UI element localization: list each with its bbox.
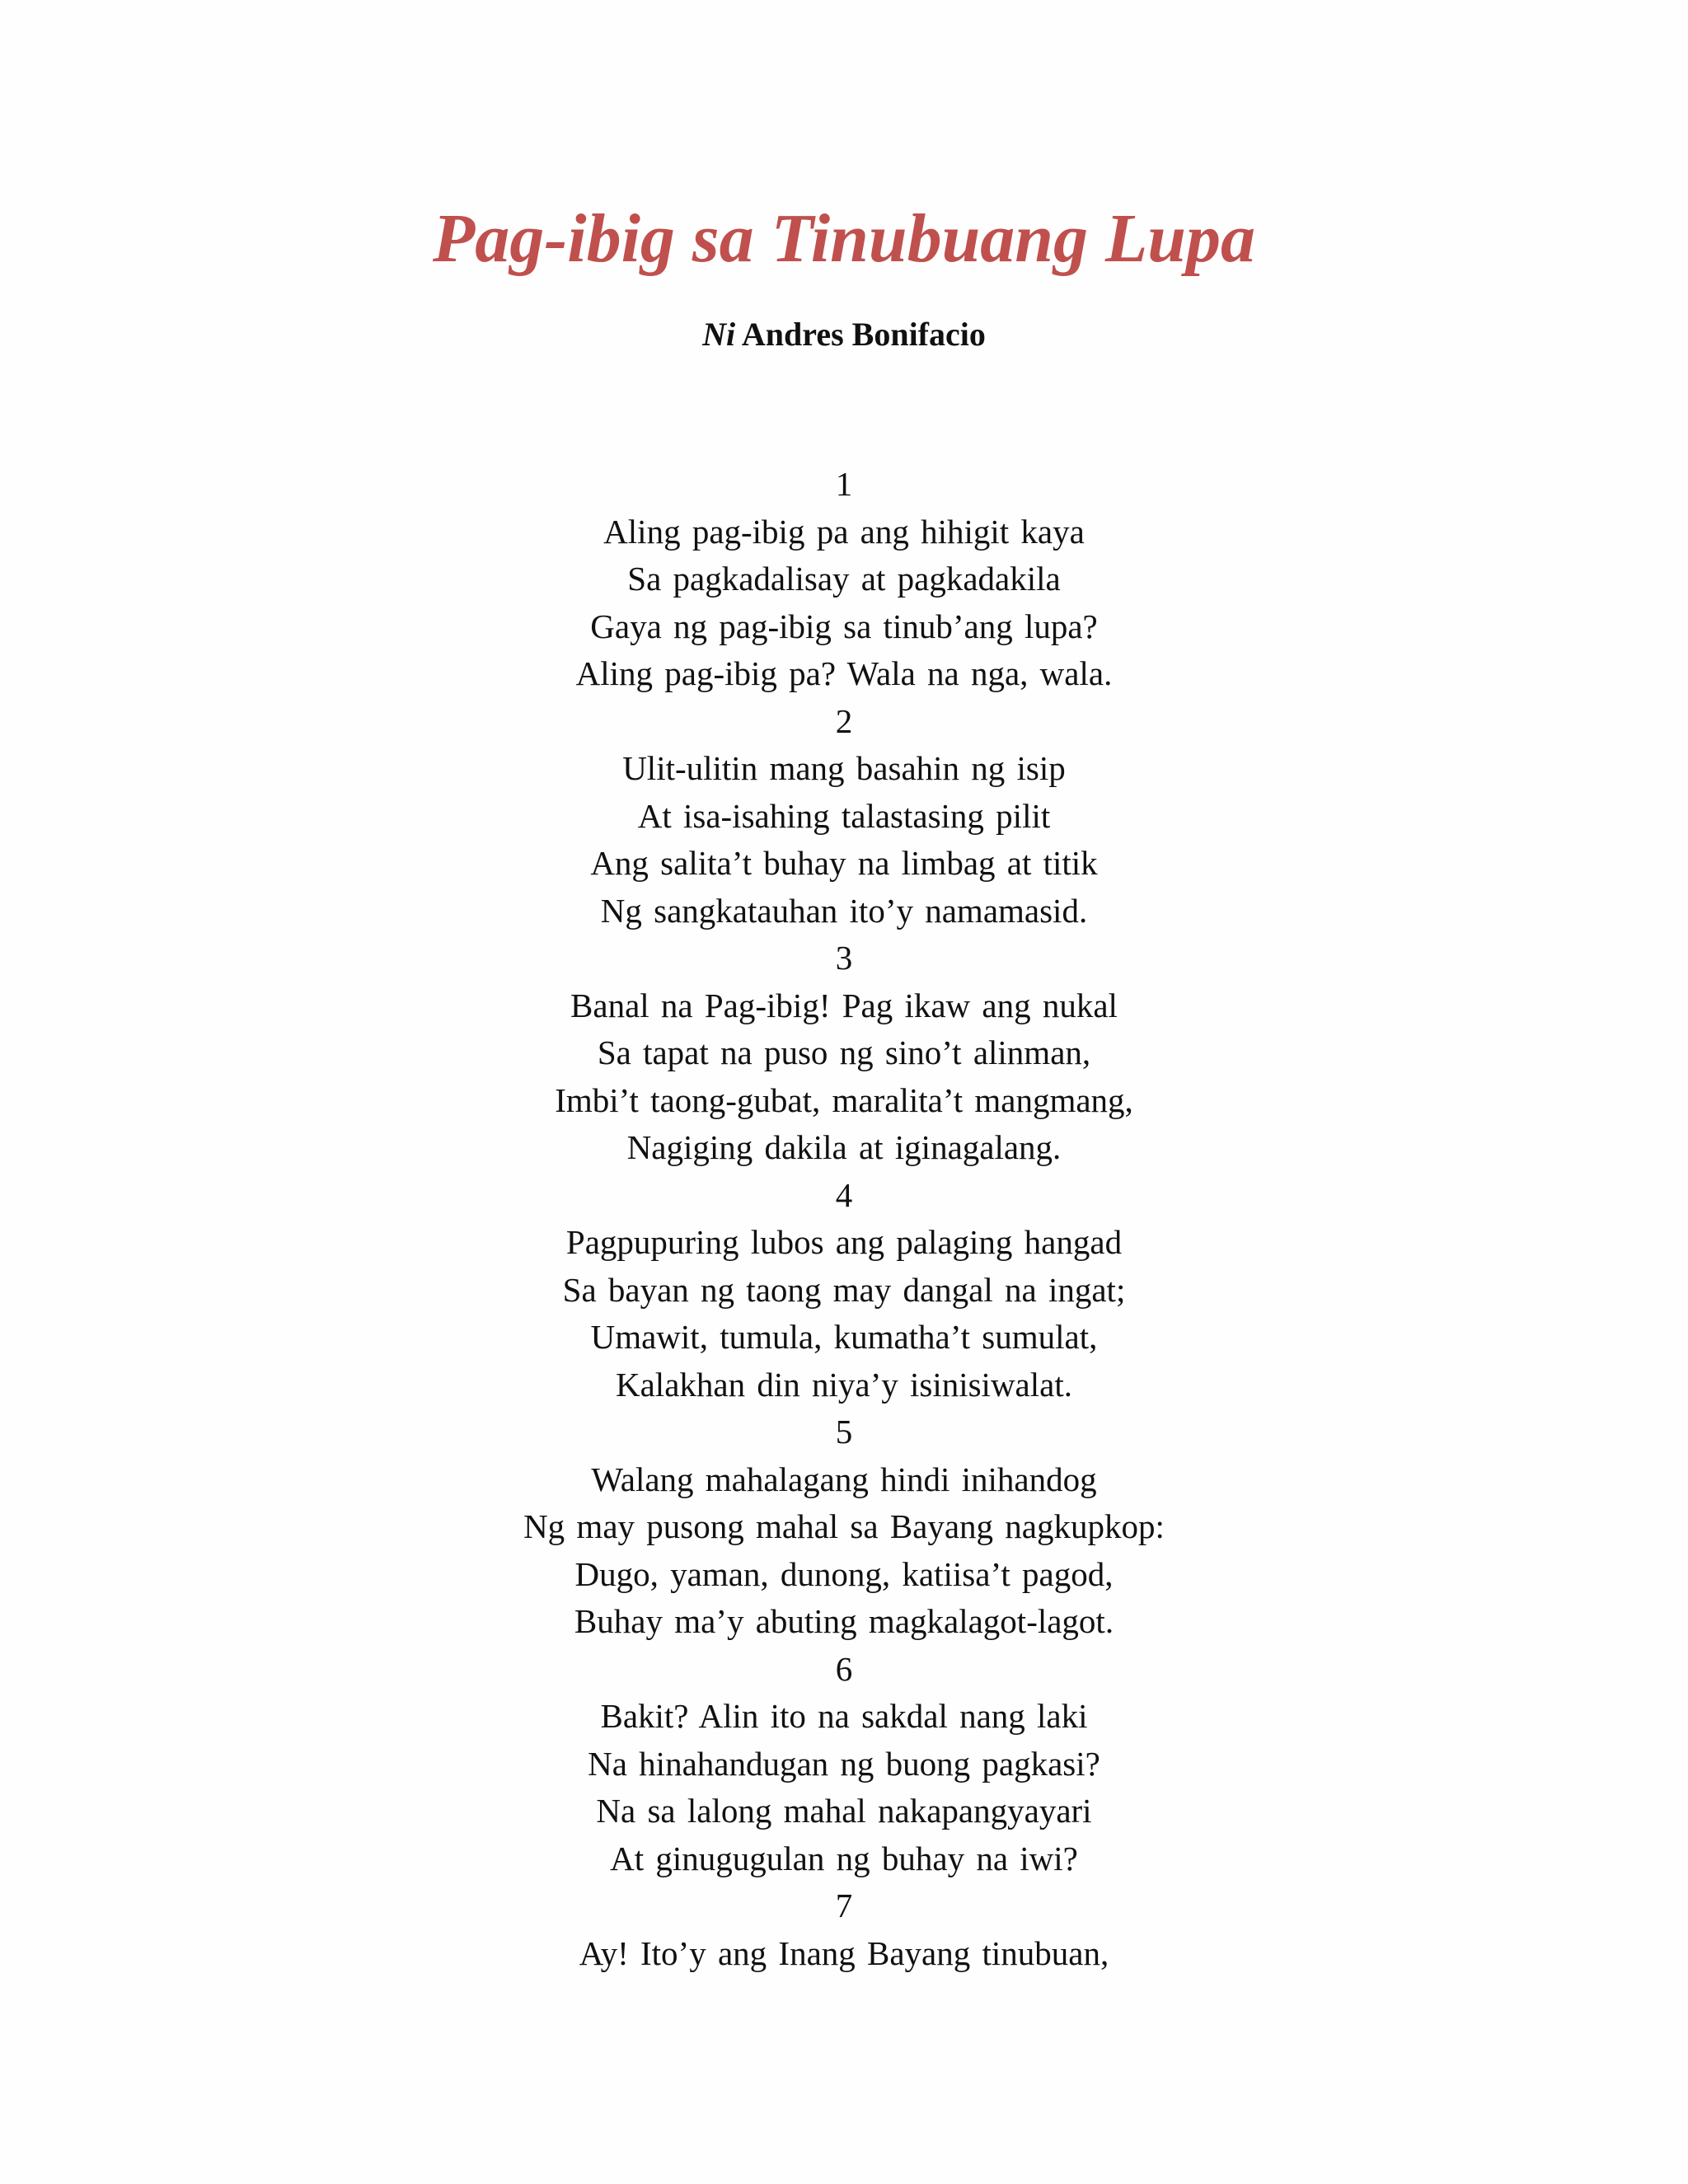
- poem-line: Imbi’t taong-gubat, maralita’t mangmang,: [555, 1080, 1133, 1119]
- stanza-number: 6: [835, 1649, 853, 1688]
- poem-line: Walang mahalagang hindi inihandog: [591, 1460, 1097, 1498]
- stanza-number: 5: [835, 1413, 853, 1451]
- poem-line: At ginugugulan ng buhay na iwi?: [610, 1839, 1078, 1877]
- poem-line: Sa pagkadalisay at pagkadakila: [627, 560, 1061, 598]
- poem-line: At isa-isahing talastasing pilit: [637, 796, 1051, 835]
- poem-line: Dugo, yaman, dunong, katiisa’t pagod,: [574, 1554, 1114, 1593]
- poem-line: Ay! Ito’y ang Inang Bayang tinubuan,: [579, 1933, 1109, 1972]
- poem-line: Ang salita’t buhay na limbag at titik: [590, 844, 1098, 882]
- stanza-number: 2: [835, 701, 853, 740]
- poem-body: [0, 461, 1688, 1977]
- stanza-number: 4: [835, 1175, 853, 1214]
- poem-line: Ng may pusong mahal sa Bayang nagkupkop:: [523, 1507, 1165, 1545]
- poem-line: Na hinahandugan ng buong pagkasi?: [588, 1744, 1100, 1783]
- poem-line: Umawit, tumula, kumatha’t sumulat,: [590, 1318, 1098, 1356]
- poem-line: Pagpupuring lubos ang palaging hangad: [565, 1223, 1123, 1261]
- poem-line: Buhay ma’y abuting magkalagot-lagot.: [574, 1602, 1114, 1640]
- poem-line: Aling pag-ibig pa? Wala na nga, wala.: [575, 654, 1113, 692]
- stanza-number: 7: [835, 1886, 853, 1924]
- poem-line: Banal na Pag-ibig! Pag ikaw ang nukal: [570, 986, 1118, 1024]
- poem-line: Kalakhan din niya’y isinisiwalat.: [616, 1365, 1072, 1404]
- stanza-number: 3: [835, 939, 853, 977]
- poem-title: Pag-ibig sa Tinubuang Lupa: [432, 200, 1256, 277]
- stanza-number: 1: [835, 465, 853, 503]
- poem-line: Nagiging dakila at iginagalang.: [626, 1128, 1062, 1166]
- poem-line: Na sa lalong mahal nakapangyayari: [596, 1792, 1092, 1830]
- author-name: Andres Bonifacio: [741, 316, 986, 353]
- poem-line: Bakit? Alin ito na sakdal nang laki: [600, 1697, 1088, 1735]
- poem-line: Aling pag-ibig pa ang hihigit kaya: [603, 512, 1085, 551]
- author-prefix: Ni: [702, 316, 736, 353]
- poem-line: Sa tapat na puso ng sino’t alinman,: [597, 1033, 1091, 1071]
- poem-line: Ng sangkatauhan ito’y namamasid.: [600, 891, 1088, 930]
- poem-line: Sa bayan ng taong may dangal na ingat;: [562, 1270, 1126, 1309]
- author-byline: [0, 312, 1688, 358]
- poem-line: Ulit-ulitin mang basahin ng isip: [622, 749, 1066, 787]
- poem-line: Gaya ng pag-ibig sa tinub’ang lupa?: [590, 607, 1098, 645]
